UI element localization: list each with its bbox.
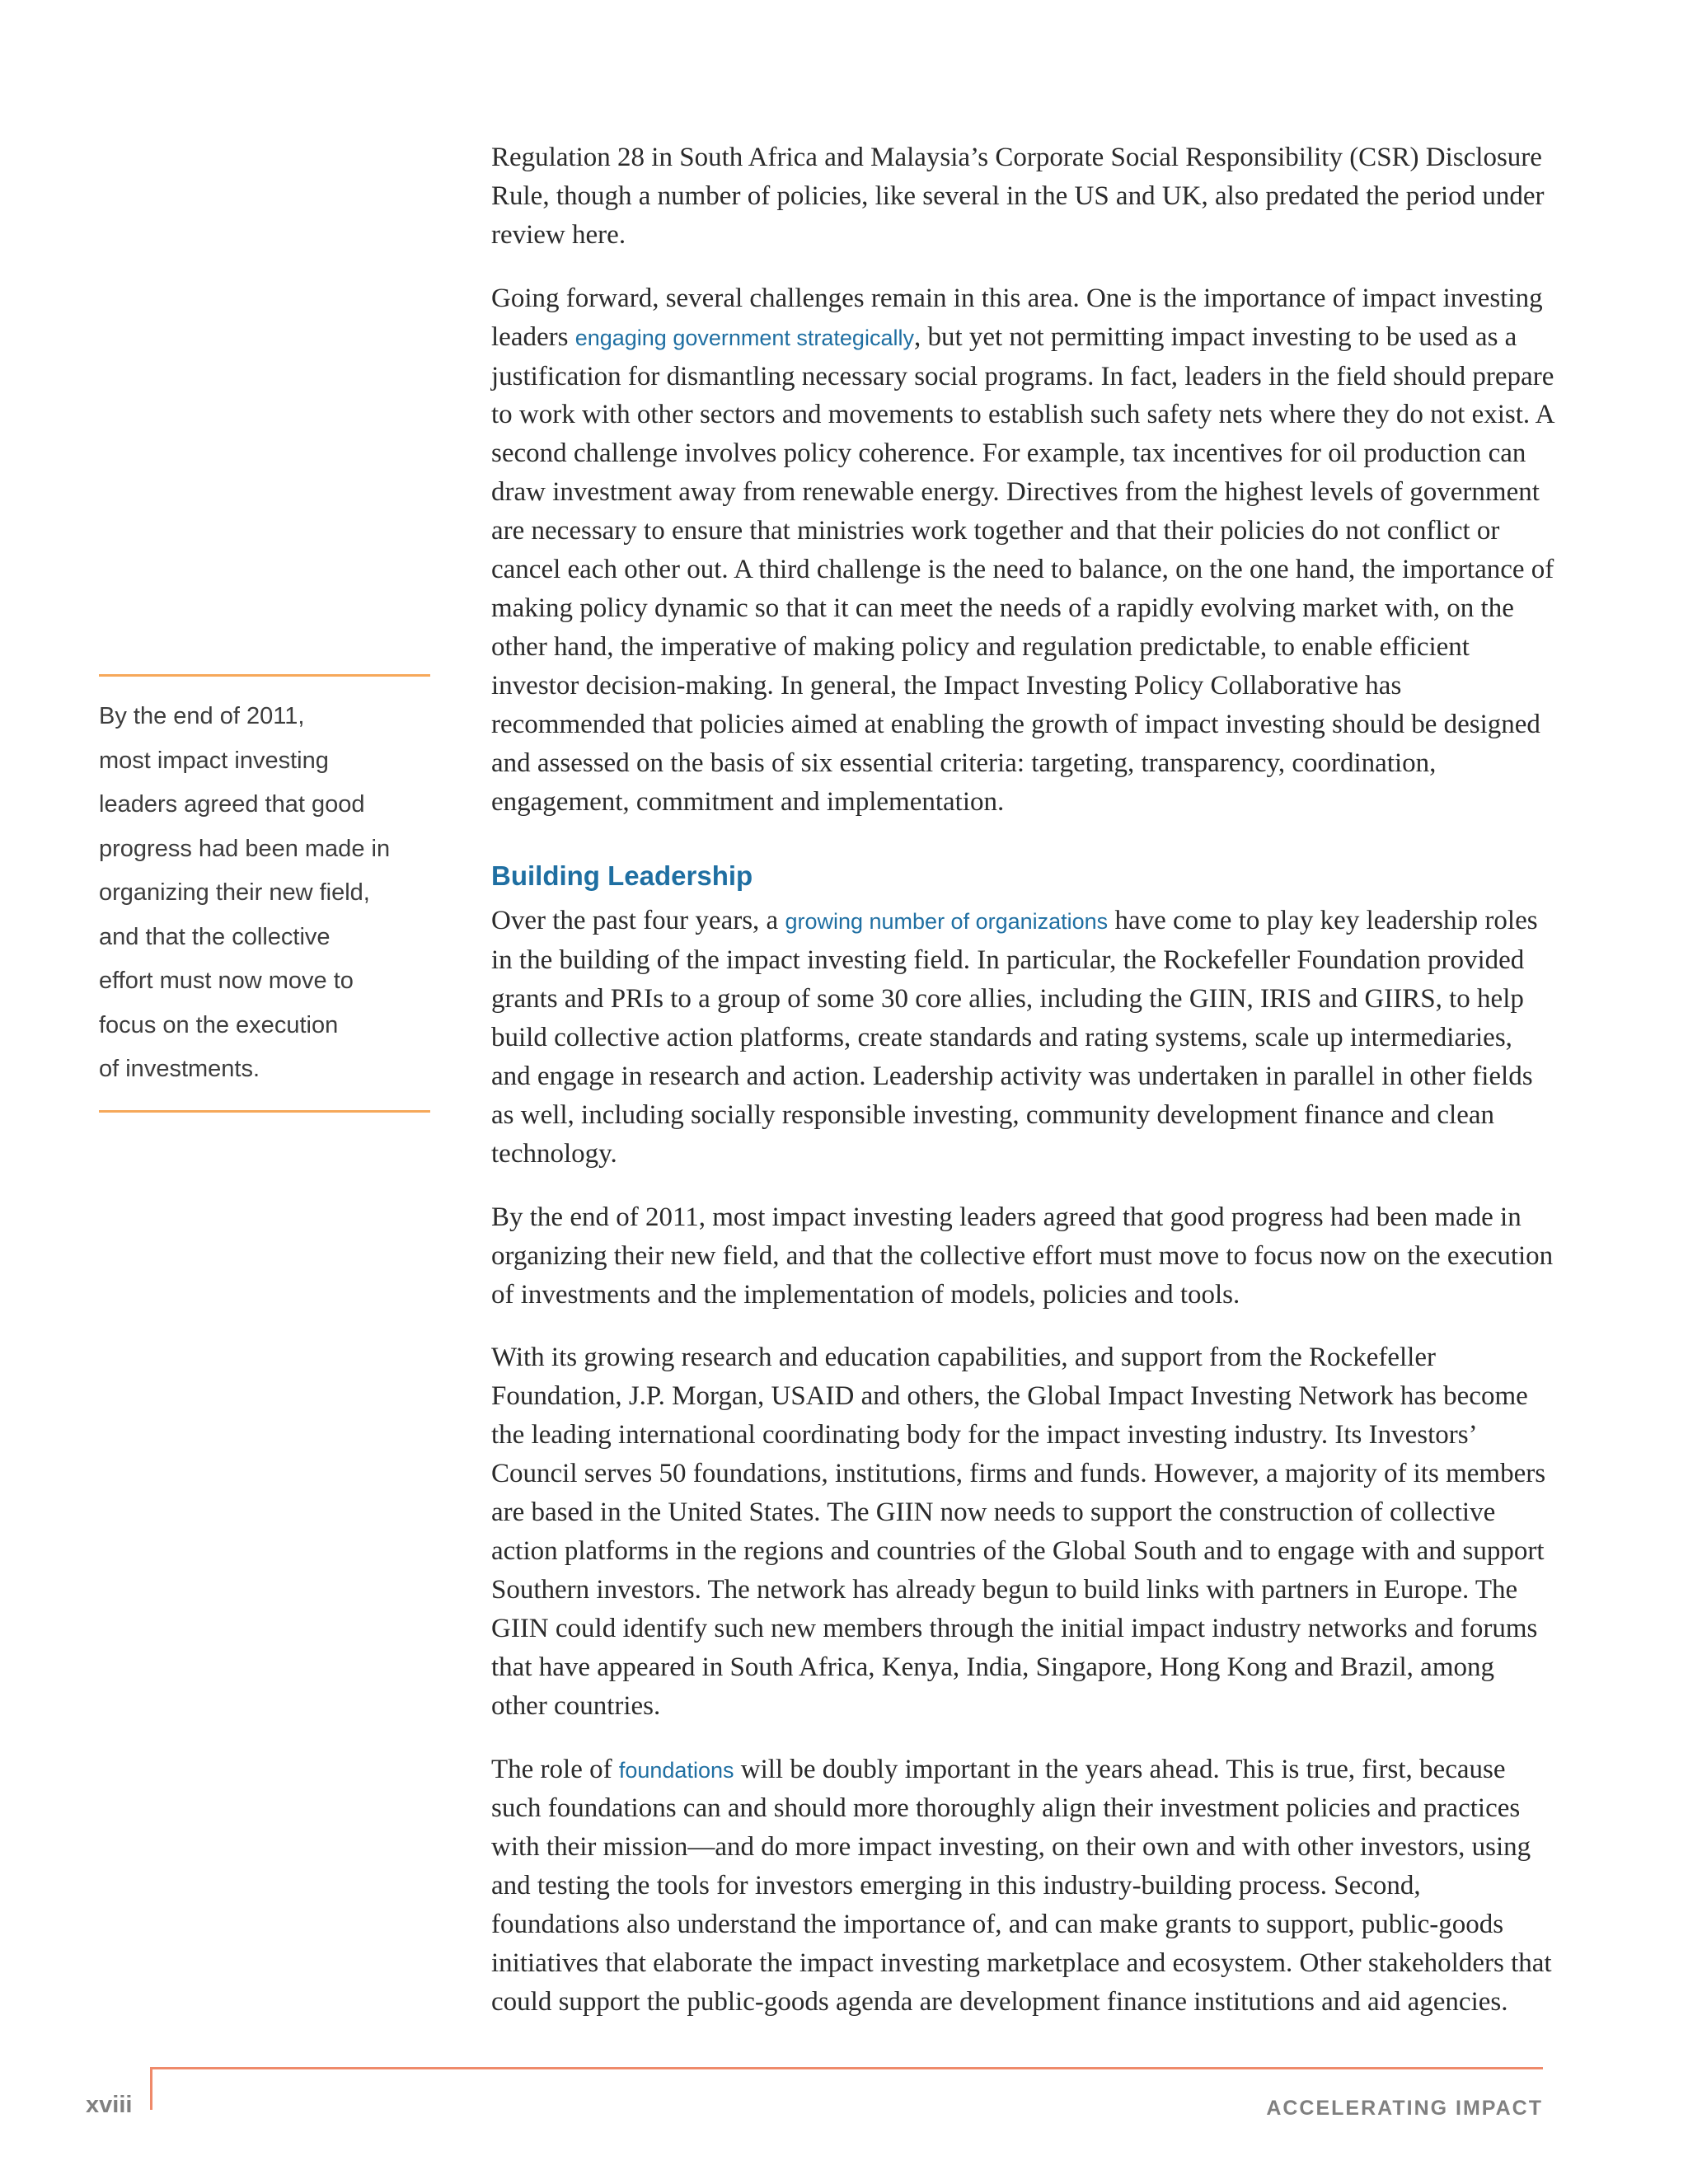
footer-rule: [150, 2067, 1543, 2069]
paragraph-text: Going forward, several challenges remain in this area. One is the importance of impact investing leaders: [491, 283, 1543, 352]
pull-quote-line: and that the collective: [99, 923, 331, 950]
paragraph-end-of-2011: By the end of 2011, most impact investing leaders agreed that good progress had been made in organizing their new field, and that the collective effort must move to focus now on the execution of investments and the implementation of models, policies and tools.: [491, 1202, 1554, 1310]
main-text-column: [491, 138, 1554, 2046]
paragraph-going-forward: [491, 279, 1554, 822]
pull-quote: [99, 674, 430, 1113]
paragraph-text: will be doubly important in the years ahead. This is true, first, because such foundations can and should more thoroughly align their investment policies and practices with their mission—and do more impact investing, on their own and with other investors, using and testing the tools for investors emerging in this industry-building process. Second, foundations also understand the importance of, and can make grants to support, public-goods initiatives that elaborate the impact investing marketplace and ecosystem. Other stakeholders that could support the public-goods agenda are development finance institutions and aid agencies.: [491, 1754, 1552, 2017]
paragraph-leadership-roles: [491, 902, 1554, 1173]
link-engaging-government-strategically[interactable]: engaging government strategically: [574, 325, 914, 350]
pull-quote-line: most impact investing: [99, 747, 329, 774]
pull-quote-line: progress had been made in: [99, 835, 391, 862]
paragraph-text: have come to play key leadership roles in the building of the impact investing field. In particular, the Rockefeller Foundation provided grants and PRIs to a group of some 30 core allies, including the GIIN, IRIS and GIIRS, to help build collective action platforms, create standards and rating systems, scale up intermediaries, and engage in research and action. Leadership activity was undertaken in parallel in other fields as well, including socially responsible investing, community development finance and clean technology.: [491, 906, 1538, 1169]
footer-rule-tick: [150, 2067, 152, 2110]
pull-quote-line: effort must now move to: [99, 968, 354, 994]
paragraph-regulation-28: Regulation 28 in South Africa and Malaysia’s Corporate Social Responsibility (CSR) Disclosure Rule, though a number of policies, like several in the US and UK, also predated the period under review here.: [491, 143, 1545, 250]
paragraph-text: , but yet not permitting impact investing to be used as a justification for dismantling necessary social programs. In fact, leaders in the field should prepare to work with other sectors and movements to establish such safety nets where they do not exist. A second challenge involves policy coherence. For example, tax incentives for oil production can draw investment away from renewable energy. Directives from the highest levels of government are necessary to ensure that ministries work together and that their policies do not conflict or cancel each other out. A third challenge is the need to balance, on the one hand, the importance of making policy dynamic so that it can meet the needs of a rapidly evolving market with, on the other hand, the imperative of making policy and regulation predictable, to enable efficient investor decision-making. In general, the Impact Investing Policy Collaborative has recommended that policies aimed at enabling the growth of impact investing should be designed and assessed on the basis of six essential criteria: targeting, transparency, coordination, engagement, commitment and implementation.: [491, 321, 1554, 817]
paragraph-giin: With its growing research and education capabilities, and support from the Rockefeller Foundation, J.P. Morgan, USAID and others, the Global Impact Investing Network has become the leading international coordinating body for the impact investing industry. Its Investors’ Council serves 50 foundations, institutions, firms and funds. However, a majority of its members are based in the United States. The GIIN now needs to support the construction of collective action platforms in the regions and countries of the Global South and to engage with and support Southern investors. The network has already begun to build links with partners in Europe. The GIIN could identify such new members through the initial impact industry networks and forums that have appeared in South Africa, Kenya, India, Singapore, Hong Kong and Brazil, among other countries.: [491, 1343, 1546, 1721]
paragraph-text: The role of: [491, 1754, 619, 1784]
page-number: xviii: [86, 2092, 133, 2118]
pull-quote-line: leaders agreed that good: [99, 791, 365, 818]
section-heading-building-leadership: Building Leadership: [491, 860, 753, 892]
paragraph-text: Over the past four years, a: [491, 906, 785, 936]
paragraph-role-of-foundations: [491, 1750, 1554, 2022]
pull-quote-line: focus on the execution: [99, 1011, 339, 1038]
link-growing-number-of-organizations[interactable]: growing number of organizations: [785, 909, 1109, 935]
pull-quote-line: By the end of 2011,: [99, 703, 305, 729]
link-foundations[interactable]: foundations: [618, 1757, 734, 1783]
pull-quote-line: of investments.: [99, 1056, 260, 1082]
pull-quote-line: organizing their new field,: [99, 879, 370, 906]
running-title: ACCELERATING IMPACT: [1266, 2097, 1543, 2120]
